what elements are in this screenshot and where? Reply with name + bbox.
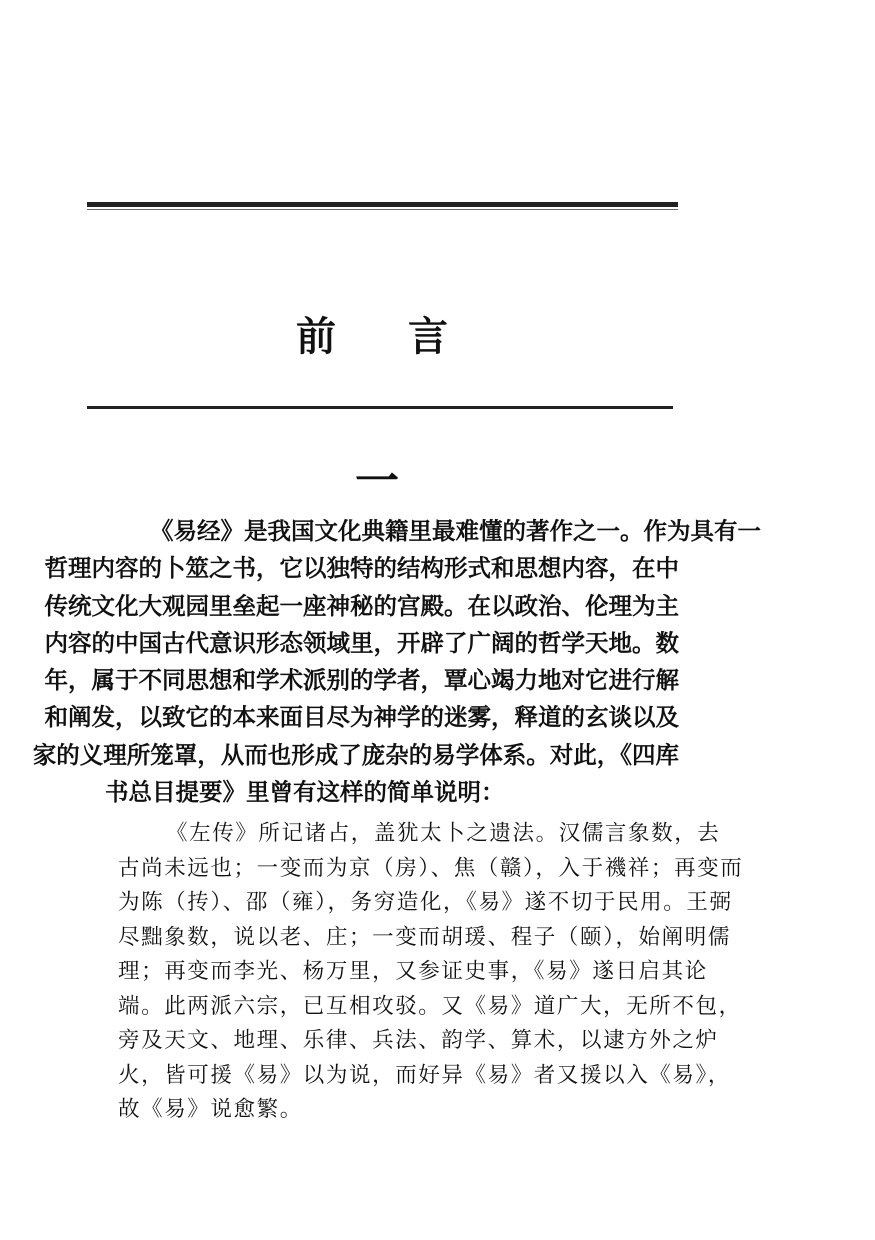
text-line: 《易经》是我国文化典籍里最难懂的著作之一。作为具有一 <box>150 517 761 545</box>
top-rule <box>87 202 678 207</box>
quote-line: 故《易》说愈繁。 <box>118 1097 303 1122</box>
quote-line: 理；再变而李光、杨万里，又参证史事，《易》遂日启其论 <box>118 959 708 984</box>
title-bottom-rule <box>87 406 673 409</box>
block-quote <box>118 816 744 1127</box>
text-line: 传统文化大观园里垒起一座神秘的宫殿。在以政治、伦理为主 <box>44 591 679 620</box>
quote-line: 端。此两派六宗，已互相攻驳。又《易》道广大，无所不包， <box>118 993 742 1019</box>
quote-line: 《左传》所记诸占，盖犹太卜之遗法。汉儒言象数，去 <box>166 821 721 846</box>
quote-line: 古尚未远也；一变而为京（房）、焦（赣），入于禨祥；再变而 <box>118 855 744 881</box>
page-title: 前言 <box>296 313 520 360</box>
quote-line: 尽黜象数，说以老、庄；一变而胡瑗、程子（颐），始阐明儒 <box>118 924 731 950</box>
quote-line: 旁及天文、地理、乐律、兵法、韵学、算术，以逮方外之炉 <box>118 1028 719 1053</box>
quote-line: 为陈（抟）、邵（雍），务穷造化，《易》遂不切于民用。王弼 <box>118 890 733 915</box>
top-rule-thin <box>87 209 678 210</box>
text-line: 和阐发，以致它的本来面目尽为神学的迷雾，释道的玄谈以及 <box>44 703 679 732</box>
text-line: 书总目提要》里曾有这样的简单说明： <box>105 778 505 807</box>
text-line: 内容的中国古代意识形态领域里，开辟了广阔的哲学天地。数 <box>44 628 679 657</box>
quote-line: 火，皆可援《易》以为说，而好异《易》者又援以入《易》， <box>118 1062 731 1088</box>
body-paragraph <box>32 512 761 810</box>
text-line: 哲理内容的卜筮之书，它以独特的结构形式和思想内容，在中 <box>44 554 679 583</box>
text-line: 年，属于不同思想和学术派别的学者，覃心竭力地对它进行解 <box>44 666 679 695</box>
section-number: 一 <box>355 456 399 507</box>
text-line: 家的义理所笼罩，从而也形成了庞杂的易学体系。对此，《四库 <box>32 740 679 769</box>
